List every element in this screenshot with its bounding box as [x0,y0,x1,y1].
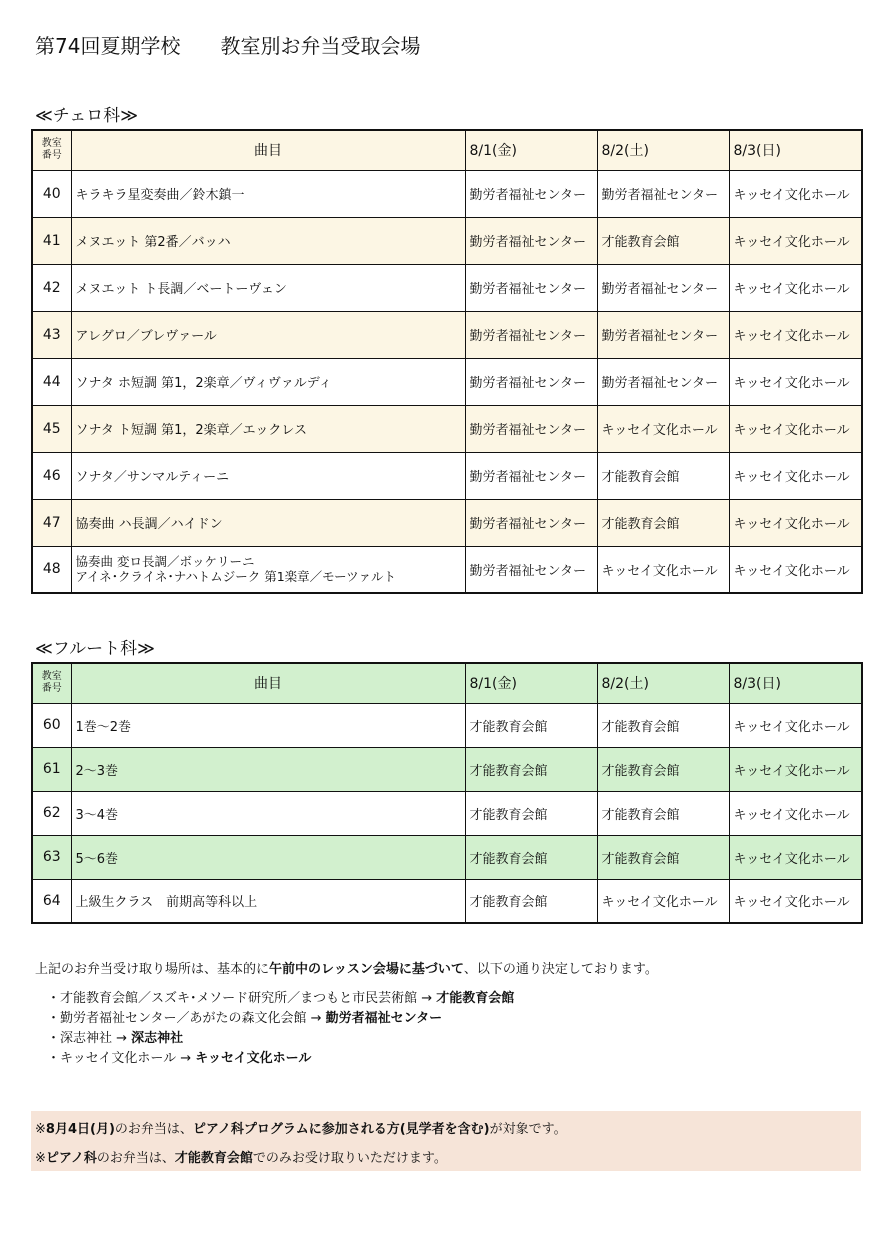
header-date-1: 8/1(金) [465,130,597,170]
room-number: 60 [32,703,71,747]
table-row [32,358,862,405]
table-row [32,747,862,791]
venue-day-1: 勤労者福祉センター [465,358,597,405]
header-piece: 曲目 [71,130,465,170]
cello-schedule-table [31,129,863,594]
piece: メヌエット ト長調／ベートーヴェン [71,264,465,311]
venue-day-3: キッセイ文化ホール [729,170,862,217]
venue-day-3: キッセイ文化ホール [729,358,862,405]
room-number: 64 [32,879,71,923]
venue-day-2: 才能教育会館 [597,452,729,499]
venue-day-2: 勤労者福祉センター [597,170,729,217]
room-number: 42 [32,264,71,311]
piece: 1巻～2巻 [71,703,465,747]
room-number: 40 [32,170,71,217]
venue-day-2: 才能教育会館 [597,217,729,264]
list-item: ・才能教育会館／スズキ･メソード研究所／まつもと市民芸術館 → 才能教育会館 [47,991,515,1006]
header-room-number: 教室 番号 [32,663,71,703]
venue-day-3: キッセイ文化ホール [729,311,862,358]
table-row [32,835,862,879]
venue-day-2: 才能教育会館 [597,791,729,835]
list-item: ・深志神社 → 深志神社 [47,1031,184,1046]
room-number: 62 [32,791,71,835]
rules-list [35,989,658,1069]
venue-day-1: 才能教育会館 [465,879,597,923]
piece: 5～6巻 [71,835,465,879]
piece: ソナタ ホ短調 第1，2楽章／ヴィヴァルディ [71,358,465,405]
venue-day-1: 勤労者福祉センター [465,499,597,546]
venue-day-1: 才能教育会館 [465,747,597,791]
venue-day-3: キッセイ文化ホール [729,405,862,452]
table-header-row [32,663,862,703]
table-row [32,264,862,311]
room-number: 61 [32,747,71,791]
table-row [32,703,862,747]
venue-day-1: 勤労者福祉センター [465,264,597,311]
table-row [32,311,862,358]
venue-day-2: キッセイ文化ホール [597,405,729,452]
notice-box [31,1111,861,1171]
table-row [32,170,862,217]
venue-day-2: 勤労者福祉センター [597,264,729,311]
venue-day-2: 才能教育会館 [597,499,729,546]
piece: キラキラ星変奏曲／鈴木鎮一 [71,170,465,217]
list-item: ・キッセイ文化ホール → キッセイ文化ホール [47,1051,312,1066]
venue-day-3: キッセイ文化ホール [729,791,862,835]
rules-intro: 上記のお弁当受け取り場所は、基本的に午前中のレッスン会場に基づいて、以下の通り決定しております。 [35,962,658,977]
piece: アレグロ／ブレヴァール [71,311,465,358]
piece: ソナタ／サンマルティーニ [71,452,465,499]
venue-day-3: キッセイ文化ホール [729,452,862,499]
room-number: 48 [32,546,71,593]
venue-day-3: キッセイ文化ホール [729,264,862,311]
room-number: 43 [32,311,71,358]
header-date-2: 8/2(土) [597,130,729,170]
room-number: 41 [32,217,71,264]
venue-day-2: 才能教育会館 [597,747,729,791]
venue-day-3: キッセイ文化ホール [729,499,862,546]
page-title: 第74回夏期学校 教室別お弁当受取会場 [35,34,421,58]
piece: ソナタ ト短調 第1，2楽章／エックレス [71,405,465,452]
room-number: 44 [32,358,71,405]
table-row [32,499,862,546]
venue-day-2: 勤労者福祉センター [597,358,729,405]
table-row [32,879,862,923]
header-room-number: 教室 番号 [32,130,71,170]
table-row [32,405,862,452]
notice-line-2: ※ピアノ科のお弁当は、才能教育会館でのみお受け取りいただけます。 [35,1151,447,1166]
venue-day-3: キッセイ文化ホール [729,879,862,923]
venue-day-3: キッセイ文化ホール [729,835,862,879]
venue-day-1: 勤労者福祉センター [465,405,597,452]
table-header-row [32,130,862,170]
venue-day-3: キッセイ文化ホール [729,546,862,593]
room-number: 63 [32,835,71,879]
header-date-1: 8/1(金) [465,663,597,703]
table-row [32,217,862,264]
list-item: ・勤労者福祉センター／あがたの森文化会館 → 勤労者福祉センター [47,1011,443,1026]
table-row [32,546,862,593]
header-date-2: 8/2(土) [597,663,729,703]
venue-day-1: 才能教育会館 [465,791,597,835]
room-number: 45 [32,405,71,452]
venue-day-1: 勤労者福祉センター [465,311,597,358]
piece-line-1: 協奏曲 変ロ長調／ボッケリーニ [75,554,255,570]
venue-day-1: 勤労者福祉センター [465,170,597,217]
piece-line-2: アイネ･クライネ･ナハトムジーク 第1楽章／モーツァルト [75,569,397,585]
notice-line-1: ※8月4日(月)のお弁当は、ピアノ科プログラムに参加される方(見学者を含む)が対象です。 [35,1122,567,1137]
venue-day-1: 勤労者福祉センター [465,546,597,593]
piece: 2～3巻 [71,747,465,791]
header-date-3: 8/3(日) [729,663,862,703]
table-row [32,791,862,835]
piece: 上級生クラス 前期高等科以上 [71,879,465,923]
flute-section-title: ≪フルート科≫ [35,639,155,659]
piece [71,546,465,593]
table-row [32,452,862,499]
header-piece: 曲目 [71,663,465,703]
venue-day-1: 才能教育会館 [465,703,597,747]
venue-day-3: キッセイ文化ホール [729,703,862,747]
room-number: 46 [32,452,71,499]
venue-day-3: キッセイ文化ホール [729,747,862,791]
venue-day-2: キッセイ文化ホール [597,879,729,923]
pickup-rules [35,958,658,1069]
piece: 協奏曲 ハ長調／ハイドン [71,499,465,546]
flute-schedule-table [31,662,863,924]
header-date-3: 8/3(日) [729,130,862,170]
venue-day-1: 才能教育会館 [465,835,597,879]
venue-day-1: 勤労者福祉センター [465,452,597,499]
venue-day-2: 才能教育会館 [597,703,729,747]
room-number: 47 [32,499,71,546]
venue-day-2: 才能教育会館 [597,835,729,879]
venue-day-3: キッセイ文化ホール [729,217,862,264]
venue-day-1: 勤労者福祉センター [465,217,597,264]
piece: メヌエット 第2番／バッハ [71,217,465,264]
venue-day-2: キッセイ文化ホール [597,546,729,593]
cello-section-title: ≪チェロ科≫ [35,106,139,126]
venue-day-2: 勤労者福祉センター [597,311,729,358]
piece: 3～4巻 [71,791,465,835]
